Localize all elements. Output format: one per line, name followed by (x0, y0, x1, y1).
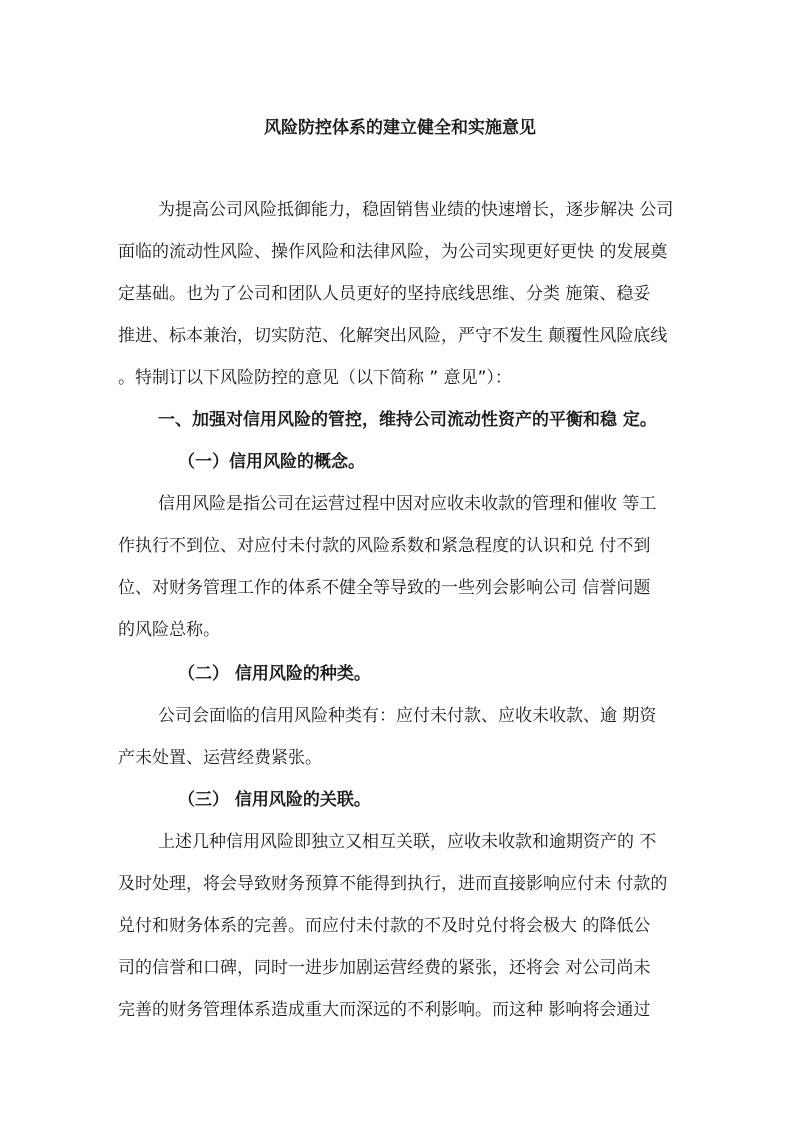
subsection-3-line-5: 完善的财务管理体系造成重大而深远的不利影响。而这种 影响将会通过 (118, 1000, 651, 1020)
section-1-heading: 一、加强对信用风险的管控，维持公司流动性资产的平衡和稳 定。 (158, 410, 657, 430)
document-title: 风险防控体系的建立健全和实施意见 (264, 118, 536, 138)
subsection-1-line-1: 信用风险是指公司在运营过程中因对应收未收款的管理和催收 等工 (158, 494, 657, 514)
subsection-1-line-2: 作执行不到位、对应付未付款的风险系数和紧急程度的认识和兑 付不到 (118, 536, 651, 556)
intro-line-1: 为提高公司风险抵御能力，稳固销售业绩的快速增长，逐步解决 公司 (158, 200, 674, 220)
subsection-2-line-2: 产未处置、运营经费紧张。 (118, 748, 322, 768)
intro-line-3: 定基础。也为了公司和团队人员更好的坚持底线思维、分类 施策、稳妥 (118, 284, 651, 304)
subsection-3-line-1: 上述几种信用风险即独立又相互关联，应收未收款和逾期资产的 不 (158, 832, 657, 852)
subsection-3-line-4: 司的信誉和口碑，同时一进步加剧运营经费的紧张，还将会 对公司尚未 (118, 958, 651, 978)
subsection-2-heading: （二） 信用风险的种类。 (178, 664, 371, 684)
subsection-3-line-2: 及时处理，将会导致财务预算不能得到执行，进而直接影响应付未 付款的 (118, 874, 668, 894)
subsection-1-heading: （一）信用风险的概念。 (178, 452, 365, 472)
subsection-2-line-1: 公司会面临的信用风险种类有：应付未付款、应收未收款、逾 期资 (158, 706, 657, 726)
intro-line-5: 。特制订以下风险防控的意见（以下简称 ” 意见”）： (118, 368, 512, 388)
intro-line-2: 面临的流动性风险、操作风险和法律风险，为公司实现更好更快 的发展奠 (118, 242, 668, 262)
subsection-3-line-3: 兑付和财务体系的完善。而应付未付款的不及时兑付将会极大 的降低公 (118, 916, 651, 936)
subsection-1-line-3: 位、对财务管理工作的体系不健全等导致的一些列会影响公司 信誉问题 (118, 578, 651, 598)
subsection-3-heading: （三） 信用风险的关联。 (178, 790, 371, 810)
intro-line-4: 推进、标本兼治，切实防范、化解突出风险，严守不发生 颠覆性风险底线 (118, 326, 668, 346)
subsection-1-line-4: 的风险总称。 (118, 620, 220, 640)
